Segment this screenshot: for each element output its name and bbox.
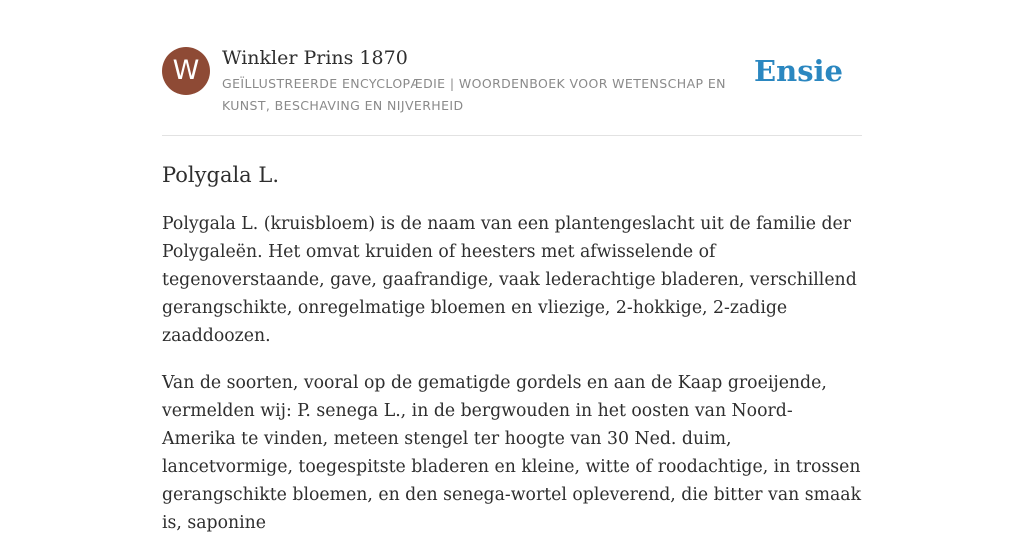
source-title[interactable]: Winkler Prins 1870 — [222, 47, 408, 69]
brand-logo-link[interactable]: Ensie — [754, 54, 843, 88]
header — [162, 46, 862, 116]
article-paragraph: Polygala L. (kruisbloem) is de naam van een plantengeslacht uit de familie der Polygaleën. Het omvat kruiden of heesters met afwisselende of tegenoverstaande, gave, gaafrandige, vaak lederachtige bladeren, verschillend gerangschikte, onregelmatige bloemen en vliezige, 2-hokkige, 2-zadige zaaddoozen. — [162, 214, 857, 346]
article-title: Polygala L. — [162, 163, 279, 187]
source-subtitle: GEÏLLUSTREERDE ENCYCLOPÆDIE | WOORDENBOEK VOOR WETENSCHAP EN KUNST, BESCHAVING EN NIJVERHEID — [222, 76, 726, 113]
article-paragraph: Van de soorten, vooral op de gematigde gordels en aan de Kaap groeijende, vermelden wij: P. senega L., in de bergwouden in het oosten van Noord-Amerika te vinden, meteen stengel ter hoogte van 30 Ned. duim, lancetvormige, toegespitste bladeren en kleine, witte of roodachtige, in trossen gerangschikte bloemen, en den senega-wortel opleverend, die bitter van smaak is, saponine — [162, 373, 862, 533]
divider — [162, 135, 862, 136]
avatar[interactable]: W — [162, 47, 210, 95]
article — [162, 158, 862, 556]
